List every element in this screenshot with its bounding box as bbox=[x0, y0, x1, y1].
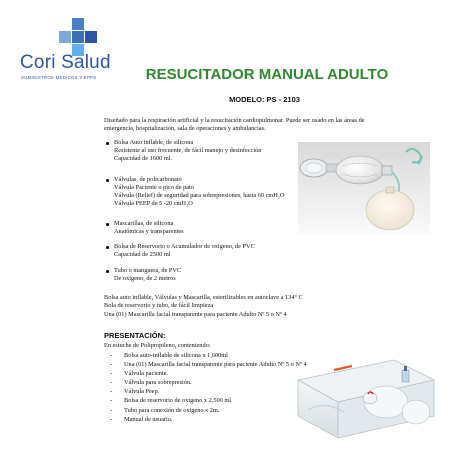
list-item: - Bolsa de reservorio de oxigeno x 2,500 ml bbox=[110, 397, 232, 405]
feature-detail: De oxigeno, de 2 metros bbox=[114, 275, 176, 282]
bullet-icon bbox=[106, 270, 109, 273]
list-item: - Válvula paciente. bbox=[110, 370, 169, 378]
page-title: RESUCITADOR MANUAL ADULTO bbox=[145, 66, 389, 83]
intro-line-2: emergencia, hospitalización, sala de operaciones y ambulancias. bbox=[104, 125, 266, 132]
feature-detail: Anatómicas y transparentes bbox=[114, 228, 184, 235]
presentation-intro: En estuche de Polipropileno, conteniendo: bbox=[104, 342, 211, 349]
feature-detail: Resistente al uso frecuente, de fácil manejo y desinfección bbox=[114, 147, 262, 154]
feature-title: Tubo o manguera, de PVC bbox=[114, 267, 182, 274]
note-line: Una (01) Mascarilla facial transparente para paciente Adulto Nº 5 o Nº 4 bbox=[104, 311, 287, 318]
list-item: - Válvula para sobrepresión. bbox=[110, 379, 192, 387]
list-item: - Manual de usuario. bbox=[110, 415, 173, 423]
feature-title: Mascarillas, de silicona bbox=[114, 220, 174, 227]
logo-name: Cori Salud bbox=[20, 52, 111, 73]
list-item: - Una (01) Mascarilla facial transparente para paciente Adulto Nº 5 o Nº 4 bbox=[110, 361, 307, 369]
list-item: - Tubo para conexión de oxigeno x 2m. bbox=[110, 406, 220, 414]
feature-detail: Capacidad de 1600 ml. bbox=[114, 155, 173, 162]
resuscitator-bag-image bbox=[298, 142, 430, 234]
list-item: - Bolsa auto-inflable de silicona x 1,600ml bbox=[110, 352, 228, 359]
feature-title: Bolsa Auto inflable, de silicona bbox=[114, 139, 194, 146]
feature-detail: Válvula Paciente o pico de pato bbox=[114, 184, 194, 191]
logo-tagline: SUMINISTROS MÉDICOS Y EPPS bbox=[21, 75, 97, 80]
carry-case-image bbox=[294, 350, 438, 442]
feature-detail: Capacidad de 2500 ml bbox=[114, 251, 171, 258]
bullet-icon bbox=[106, 142, 109, 145]
presentation-list bbox=[110, 351, 307, 424]
note-line: Bolsa auto inflable, Válvulas y Mascarilla, esterilizables en autoclave a 134° C bbox=[104, 294, 303, 301]
feature-title: Válvulas, de policarbonato bbox=[114, 176, 182, 183]
model-number: MODELO: PS - 2103 bbox=[229, 95, 300, 104]
intro-line-1: Diseñado para la respiración artificial y la resucitación cardiopulmonar. Puede ser usado en las áreas de bbox=[104, 117, 365, 124]
medical-cross-icon bbox=[59, 18, 97, 56]
bullet-icon bbox=[106, 223, 109, 226]
bullet-icon bbox=[106, 246, 109, 249]
feature-detail: Válvula PEEP de 5 -20 cmH₂O bbox=[114, 200, 193, 207]
feature-detail: Válvula (Relief) de seguridad para sobrepresiones, hasta 60 cmH₂O bbox=[114, 192, 285, 199]
feature-title: Bolsa de Reservorio o Acumulador de oxigeno, de PVC bbox=[114, 243, 255, 250]
presentation-heading: PRESENTACIÓN: bbox=[104, 331, 166, 340]
list-item: - Válvula Peep. bbox=[110, 388, 160, 396]
bullet-icon bbox=[106, 179, 109, 182]
note-line: Bola de reservorio y tubo, de fácil limpieza bbox=[104, 302, 214, 309]
